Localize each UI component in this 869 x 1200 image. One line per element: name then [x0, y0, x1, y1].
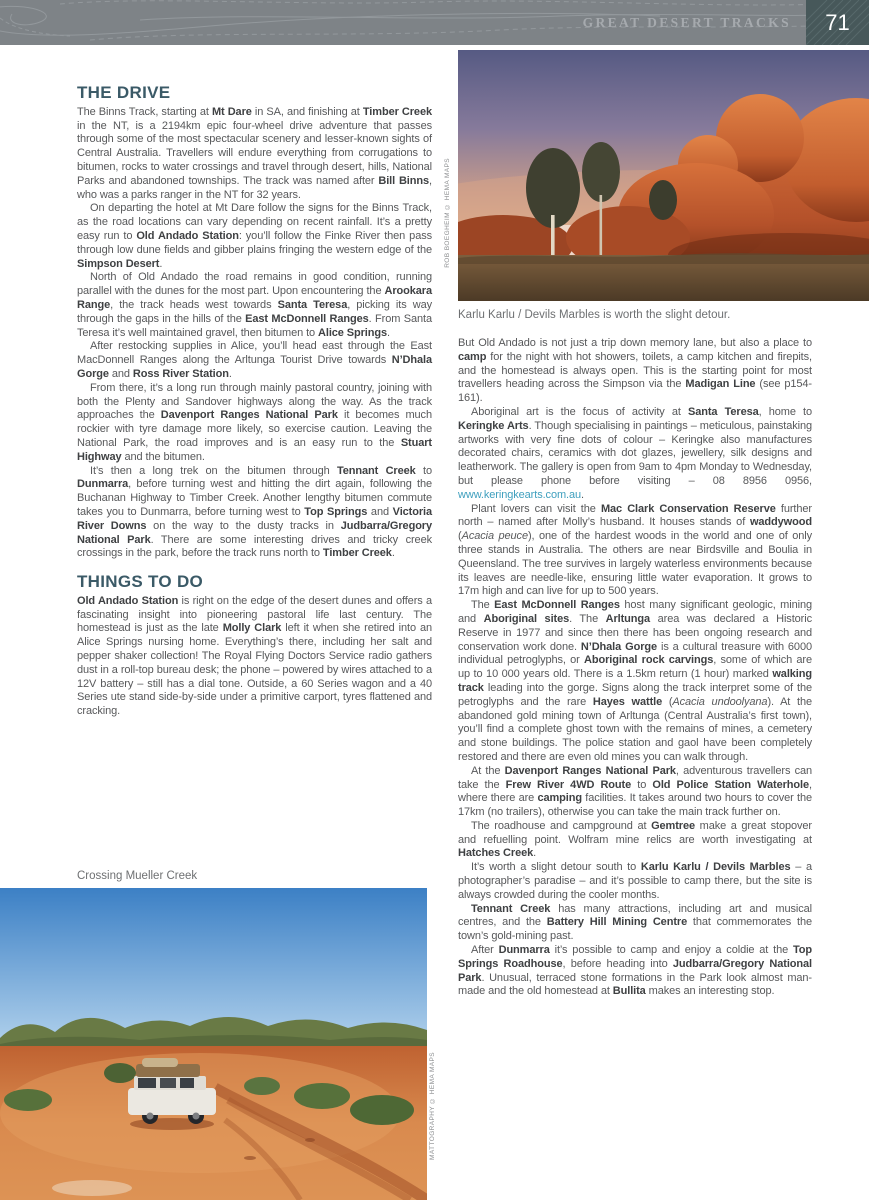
bold-text: Victoria River Downs — [77, 505, 433, 532]
bold-text: Keringke Arts — [458, 419, 529, 432]
paragraph: North of Old Andado the road remains in good condition, running parallel with the dunes for the most part. Upon encountering the Arookara Range, the track heads west towards Santa Teresa, picking its way through the gaps in the hills of the East McDonnell Ranges. From Santa Teresa it’s well maintained gravel, then bitumen to Alice Springs. — [77, 271, 433, 339]
bold-text: camping — [537, 792, 582, 805]
bold-text: Ross River Station — [132, 367, 229, 380]
bold-text: Top Springs — [304, 505, 368, 518]
paragraph: After Dunmarra it’s possible to camp and enjoy a coldie at the Top Springs Roadhouse, before heading into Judbarra/Gregory National Park. Unusual, terraced stone formations in the Park look almost man-made and the old homestead at Bullita makes an interesting stop. — [458, 944, 813, 998]
paragraph: It’s worth a slight detour south to Karlu Karlu / Devils Marbles – a photographer’s paradise – and it’s possible to camp there, but the site is always crowded during the cooler months. — [458, 861, 813, 901]
bold-text: Gemtree — [651, 819, 695, 832]
bold-text: walking track — [458, 668, 812, 694]
paragraph: The roadhouse and campground at Gemtree make a great stopover and refuelling point. Wolfram mine relics are worth investigating at Hatches Creek. — [458, 819, 812, 860]
bold-text: East McDonnell Ranges — [245, 312, 369, 325]
bold-text: Hatches Creek — [458, 847, 534, 860]
right-column-paragraphs — [458, 337, 812, 999]
bold-text: camp — [458, 350, 487, 363]
bold-text: East McDonnell Ranges — [494, 599, 620, 612]
bold-text: Madigan Line — [685, 378, 756, 391]
bold-text: N’Dhala Gorge — [77, 354, 432, 380]
bottom-photo-caption: Crossing Mueller Creek — [77, 870, 198, 882]
paragraph: At the Davenport Ranges National Park, adventurous travellers can take the Frew River 4WD Route to Old Police Station Waterhole, where there are camping facilities. It takes around two hours to cover the 17km (no trailers), otherwise you can take the main track further on. — [458, 764, 812, 819]
bold-text: Tennant Creek — [336, 464, 416, 477]
italic-text: Acacia peuce — [461, 530, 528, 543]
devils-marbles-photo — [458, 50, 869, 301]
bold-text: Mac Clark Conservation Reserve — [600, 502, 776, 515]
right-column — [458, 337, 812, 999]
top-photo-caption: Karlu Karlu / Devils Marbles is worth the slight detour. — [458, 309, 731, 321]
bold-text: Mt Dare — [211, 105, 252, 118]
section-the-drive — [77, 83, 433, 561]
italic-text: Acacia undoolyana — [672, 695, 768, 708]
page-number-box — [806, 0, 869, 45]
bold-text: Dunmarra — [498, 944, 550, 957]
paragraph: Old Andado Station is right on the edge of the desert dunes and offers a fascinating insight into pioneering pastoral life last century. The homestead is just as the late Molly Clark left it when she retired into an Alice Springs nursing home. Everything’s there, including her salt and pepper shaker collection! The Royal Flying Doctors Service radio gathers dust in a roll-top bureau desk; the phone – powered by wires attached to a 12V battery – still has a dial tone. Outside, a 60 Series wagon and a 40 Series ute stand side-by-side under a primitive carport, tyres flattened and cracking. — [77, 594, 433, 718]
bold-text: Judbarra/Gregory National Park — [77, 519, 433, 546]
the-drive-paragraphs — [77, 106, 432, 561]
paragraph: After restocking supplies in Alice, you’ll head east through the East MacDonnell Ranges along the Arltunga Tourist Drive towards N’Dhala Gorge and Ross River Station. — [77, 340, 432, 380]
heading-the-drive: THE DRIVE — [77, 83, 171, 102]
heading-things-to-do: THINGS TO DO — [77, 572, 204, 592]
paragraph: But Old Andado is not just a trip down memory lane, but also a place to camp for the night with hot showers, toilets, a camp kitchen and firepits, and the homestead is always open. This is the starting point for most travellers heading across the Simpson via the Madigan Line (see p154-161). — [458, 337, 812, 405]
bold-text: Timber Creek — [362, 105, 432, 118]
bold-text: Davenport Ranges National Park — [504, 764, 676, 777]
page-number: 71 — [825, 9, 850, 35]
bold-text: Aboriginal rock carvings — [584, 654, 714, 667]
bold-text: Bill Binns — [378, 174, 430, 187]
bold-text: Dunmarra — [77, 478, 129, 491]
bold-text: N’Dhala Gorge — [580, 640, 658, 653]
photo-credit-bottom: MATTOGRAPHY © HEMA MAPS — [429, 1052, 436, 1160]
bold-text: Karlu Karlu / Devils Marbles — [640, 861, 791, 874]
bold-text: Stuart Highway — [77, 436, 432, 463]
bold-text: Old Andado Station — [77, 594, 179, 607]
bold-text: Arookara Range — [77, 285, 432, 311]
things-to-do-paragraphs — [77, 595, 432, 719]
paragraph: From there, it’s a long run through mainly pastoral country, joining with both the Plenty and Sandover highways along the way. As the track approaches the Davenport Ranges National Park it becomes much rockier with tyre damage more likely, so exercise caution. Leaving the National Park, the road improves and is an easy run to the Stuart Highway and the bitumen. — [77, 381, 432, 463]
inline-link[interactable]: www.keringkearts.com.au — [458, 488, 582, 501]
page-header — [0, 0, 869, 45]
paragraph: Plant lovers can visit the Mac Clark Conservation Reserve further north – named after Molly’s husband. It houses stands of waddywood (Acacia peuce), one of the hardest woods in the world and one of only three stands in Australia. The others are near Birdsville and Boulia in Queensland. The tree survives in largely waterless environments because its leaves are needle-like, ensuring little water evaporation. It grows to 17m high and can live for up to 500 years. — [458, 502, 812, 598]
bold-text: Santa Teresa — [687, 405, 759, 418]
bold-text: Davenport Ranges National Park — [160, 409, 338, 422]
paragraph: It’s then a long trek on the bitumen through Tennant Creek to Dunmarra, before turning west and hitting the dirt again, following the Buchanan Highway to Timber Creek. Another lengthy bitumen commute takes you to Dunmarra, before turning west to Top Springs and Victoria River Downs on the way to the dusty tracks in Judbarra/Gregory National Park. There are some interesting drives and tricky creek crossings in the park, before the track runs north to Timber Creek. — [77, 464, 433, 560]
bold-text: Timber Creek — [322, 547, 392, 560]
bold-text: Tennant Creek — [471, 902, 551, 915]
devils-marbles-illustration — [458, 50, 869, 301]
bold-text: Alice Springs — [318, 326, 388, 339]
bold-text: Hayes wattle — [592, 695, 663, 708]
bold-text: Frew River 4WD Route — [505, 778, 632, 791]
bold-text: Judbarra/Gregory National Park — [458, 957, 813, 984]
chapter-title: GREAT DESERT TRACKS — [582, 14, 791, 30]
creek-crossing-photo — [0, 888, 427, 1200]
left-column — [77, 83, 433, 719]
paragraph: Aboriginal art is the focus of activity at Santa Teresa, home to Keringke Arts. Though specialising in paintings – meticulous, painstaking artworks with very fine dots of colour – Keringke also manufactures decorated chairs, ceramics with dot glazes, jewellery, silk designs and leatherwork. The gallery is open from 9am to 4pm Monday to Wednesday, but please phone before visiting – 08 8956 0956, www.keringkearts.com.au. — [458, 405, 812, 501]
creek-crossing-illustration — [0, 888, 427, 1200]
bold-text: Old Andado Station — [136, 229, 239, 242]
section-things-to-do — [77, 572, 433, 719]
bold-text: Arltunga — [605, 612, 651, 625]
bold-text: waddywood — [749, 516, 812, 529]
paragraph: Tennant Creek has many attractions, including art and musical centres, and the Battery Hill Mining Centre that commemorates the town’s gold-mining past. — [458, 902, 812, 943]
paragraph: The East McDonnell Ranges host many significant geologic, mining and Aboriginal sites. The Arltunga area was declared a Historic Reserve in 1977 and since then there has been ongoing research and conservation work done. N’Dhala Gorge is a cultural treasure with 6000 individual petroglyphs, or Aboriginal rock carvings, some of which are up to 10 000 years old. There is a 1.5km return (1 hour) marked walking track leading into the gorge. Signs along the track interpret some of the petroglyphs and the rare Hayes wattle (Acacia undoolyana). At the abandoned gold mining town of Arltunga (Central Australia’s first town), you’ll find a complete ghost town with the remains of mines, a cemetery and stone buildings. The police station and gaol have been completely restored and there are even old mines you can walk through. — [458, 599, 812, 763]
bold-text: Battery Hill Mining Centre — [546, 916, 688, 929]
paragraph: The Binns Track, starting at Mt Dare in SA, and finishing at Timber Creek in the NT, is a 2194km epic four-wheel drive adventure that passes through some of the most spectacular scenery and lesser-known sights of Central Australia. Travellers will endure everything from corrugations to bitumen, rocks to water crossings and travel through desert, hills, National Parks and abandoned townships. The track was named after Bill Binns, who was a parks ranger in the NT for 32 years. — [77, 105, 432, 201]
bold-text: Top Springs Roadhouse — [458, 944, 813, 970]
bold-text: Santa Teresa — [277, 298, 348, 311]
photo-credit-top: ROB BOEGHEIM © HEMA MAPS — [444, 158, 451, 268]
bold-text: Bullita — [612, 985, 646, 998]
bold-text: Simpson Desert — [77, 257, 160, 270]
paragraph: On departing the hotel at Mt Dare follow the signs for the Binns Track, as the road locations can vary depending on recent rainfall. It’s a pretty easy run to Old Andado Station: you’ll follow the Finke River then pass through low dune fields and gibber plains fringing the western edge of the Simpson Desert. — [77, 202, 433, 270]
bold-text: Aboriginal sites — [483, 612, 570, 625]
bold-text: Molly Clark — [222, 622, 282, 635]
bold-text: Old Police Station Waterhole — [652, 778, 810, 791]
